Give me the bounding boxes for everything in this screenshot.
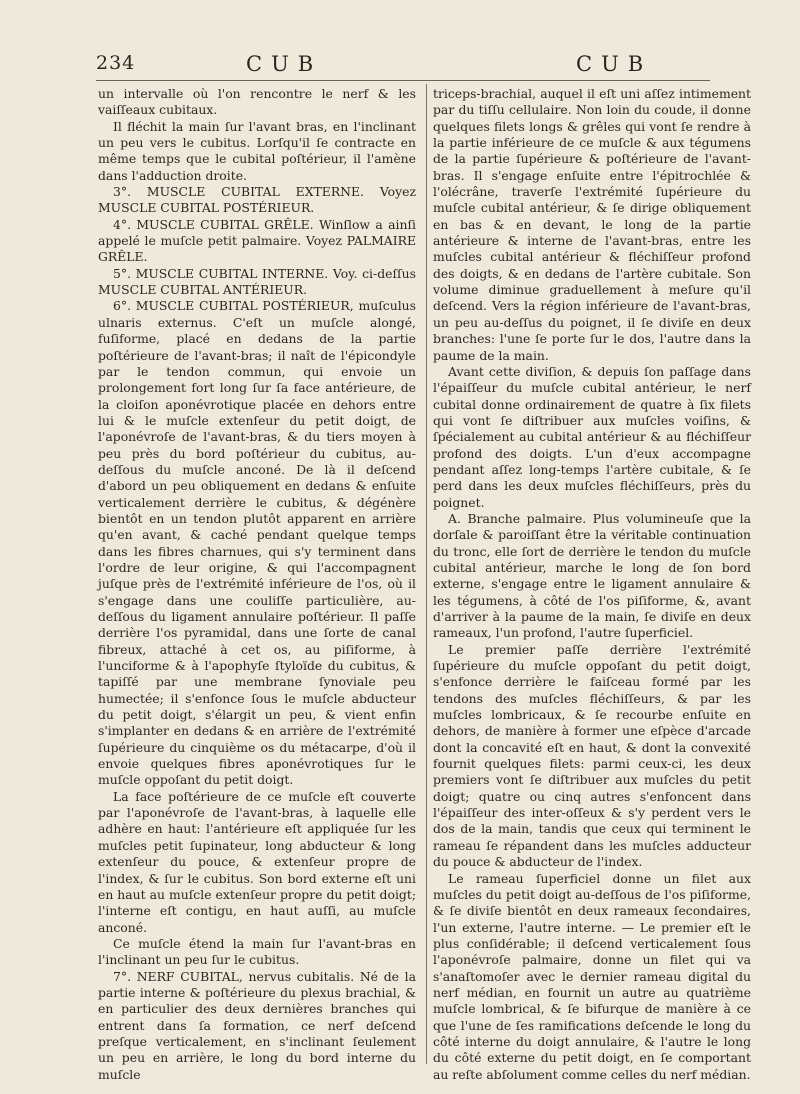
entry-muscle-cubital-posterieur: 6°. MUSCLE CUBITAL POSTÉRIEUR, muſculus ulnaris externus. C'eſt un muſcle alongé, fuſiforme, placé en dedans de la partie poſtérieure de l'avant-bras; il naît de l'épicondyle par le tendon commun, qui envoie un prolongement fort long ſur ſa face antérieure, de la cloiſon aponévrotique placée en dehors entre lui & le muſcle extenſeur du petit doigt, de l'aponévroſe de l'avant-bras, & du tiers moyen à peu près du bord poſtérieur du cubitus, au-deſſous du muſcle anconé. De là il deſcend d'abord un peu obliquement en dedans & enſuite verticalement derrière le cubitus, & dégénère bientôt en un tendon plutôt apparent en arrière qu'en avant, & caché pendant quelque temps dans les fibres charnues, qui s'y terminent dans l'ordre de leur origine, & qui l'accompagnent juſque près de l'extrémité inférieure de l'os, où il s'engage dans une couliſſe particulière, au-deſſous du ligament annulaire poſtérieur. Il paſſe derrière l'os pyramidal, dans une ſorte de canal fibreux, attaché à cet os, au piſiforme, à l'unciforme & à l'apophyſe ſtyloïde du cubitus, & tapiſſé par une membrane ſynoviale peu humectée; il s'enfonce ſous le muſcle abducteur du petit doigt, s'élargit un peu, & vient enfin s'implanter en dedans & en arrière de l'extrémité ſupérieure du cinquième os du métacarpe, d'où il envoie quelques fibres aponévrotiques ſur le muſcle oppoſant du petit doigt. <box>98 298 416 788</box>
right-running-head: CUB <box>576 52 653 76</box>
paragraph: Avant cette diviſion, & depuis ſon paſſage dans l'épaiſſeur du muſcle cubital antérieur, le nerf cubital donne ordinairement de quatre à ſix filets qui vont ſe diſtribuer aux muſcles voiſins, & ſpécialement au cubital antérieur & au fléchiſſeur profond des doigts. L'un d'eux accompagne pendant aſſez long-temps l'artère cubitale, & ſe perd dans les deux muſcles fléchiſſeurs, près du poignet. <box>433 363 751 510</box>
paragraph: un intervalle où l'on rencontre le nerf & les vaiſſeaux cubitaux. <box>98 86 416 118</box>
subsection-branche-palmaire: A. Branche palmaire. Plus volumineuſe que la dorſale & paroiſſant être la véritable continuation du tronc, elle ſort de derrière le tendon du muſcle cubital antérieur, marche le long de ſon bord externe, s'engage entre le ligament annulaire & les tégumens, à côté de l'os piſiforme, &, avant d'arriver à la paume de la main, ſe diviſe en deux rameaux, l'un profond, l'autre ſuperficiel. <box>433 510 751 641</box>
entry-muscle-cubital-grele: 4°. MUSCLE CUBITAL GRÊLE. Winſlow a ainſi appelé le muſcle petit palmaire. Voyez PALMAIRE GRÊLE. <box>98 216 416 265</box>
right-column <box>433 86 751 1083</box>
entry-muscle-cubital-externe: 3°. MUSCLE CUBITAL EXTERNE. Voyez MUSCLE CUBITAL POSTÉRIEUR. <box>98 184 416 216</box>
entry-nerf-cubital: 7°. NERF CUBITAL, nervus cubitalis. Né de la partie interne & poſtérieure du plexus brachial, & en particulier des deux dernières branches qui entrent dans ſa formation, ce nerf deſcend preſque verticalement, en s'inclinant ſeulement un peu en arrière, le long du bord interne du muſcle <box>98 968 416 1082</box>
running-header <box>0 52 800 82</box>
paragraph: Le premier paſſe derrière l'extrémité ſupérieure du muſcle oppoſant du petit doigt, s'enfonce derrière le faiſceau formé par les tendons des muſcles fléchiſſeurs, & par les muſcles lombricaux, & ſe recourbe enſuite en dehors, de manière à former une eſpèce d'arcade dont la concavité eſt en haut, & dont la convexité fournit quelques filets: parmi ceux-ci, les deux premiers vont ſe diſtribuer aux muſcles du petit doigt; quatre ou cinq autres s'enfoncent dans l'épaiſſeur des inter-oſſeux & s'y perdent vers le dos de la main, tandis que ceux qui terminent le rameau ſe répandent dans les muſcles adducteur du pouce & abducteur de l'index. <box>433 641 751 870</box>
paragraph: Ce muſcle étend la main ſur l'avant-bras en l'inclinant un peu ſur le cubitus. <box>98 935 416 968</box>
column-divider <box>426 84 427 1064</box>
paragraph: triceps-brachial, auquel il eſt uni aſſez intimement par du tiſſu cellulaire. Non loin du coude, il donne quelques filets longs & grêles qui vont ſe rendre à la partie inférieure de ce muſcle & aux tégumens de la partie ſupérieure & poſtérieure de l'avant-bras. Il s'engage enſuite entre l'épitrochlée & l'olécrâne, traverſe l'extrémité ſupérieure du muſcle cubital antérieur, & ſe dirige obliquement en bas & en devant, le long de la partie antérieure & interne de l'avant-bras, entre les muſcles cubital antérieur & fléchiſſeur profond des doigts, & en dedans de l'artère cubitale. Son volume diminue graduellement à meſure qu'il deſcend. Vers la région inférieure de l'avant-bras, un peu au-deſſus du poignet, il ſe diviſe en deux branches: l'une ſe porte ſur le dos, l'autre dans la paume de la main. <box>433 86 751 363</box>
paragraph: Le rameau ſuperficiel donne un filet aux muſcles du petit doigt au-deſſous de l'os piſiforme, & ſe diviſe bientôt en deux rameaux ſecondaires, l'un externe, l'autre interne. — Le premier eſt le plus conſidérable; il deſcend verticalement ſous l'aponévroſe palmaire, donne un filet qui va s'anaſtomoſer avec le dernier rameau digital du nerf médian, en fournit un autre au quatrième muſcle lombrical, & ſe bifurque de manière à ce que l'une de ſes ramifications deſcende le long du côté interne du doigt annulaire, & l'autre le long du côté externe du petit doigt, en ſe comportant au reſte abſolument comme celles du nerf médian. <box>433 870 751 1082</box>
header-rule <box>96 80 710 81</box>
left-column <box>98 86 416 1083</box>
paragraph: La face poſtérieure de ce muſcle eſt couverte par l'aponévroſe de l'avant-bras, à laquelle elle adhère en haut: l'antérieure eſt appliquée ſur les muſcles petit ſupinateur, long abducteur & long extenſeur du pouce, & extenſeur propre de l'index, & ſur le cubitus. Son bord externe eſt uni en haut au muſcle extenſeur propre du petit doigt; l'interne eſt contigu, en haut auſſi, au muſcle anconé. <box>98 788 416 935</box>
paragraph: Il fléchit la main ſur l'avant bras, en l'inclinant un peu vers le cubitus. Lorſqu'il ſe contracte en même temps que le cubital poſtérieur, il l'amène dans l'adduction droite. <box>98 118 416 183</box>
left-running-head: CUB <box>246 52 323 76</box>
page-number: 234 <box>96 52 136 74</box>
entry-muscle-cubital-interne: 5°. MUSCLE CUBITAL INTERNE. Voy. ci-deſſus MUSCLE CUBITAL ANTÉRIEUR. <box>98 265 416 298</box>
